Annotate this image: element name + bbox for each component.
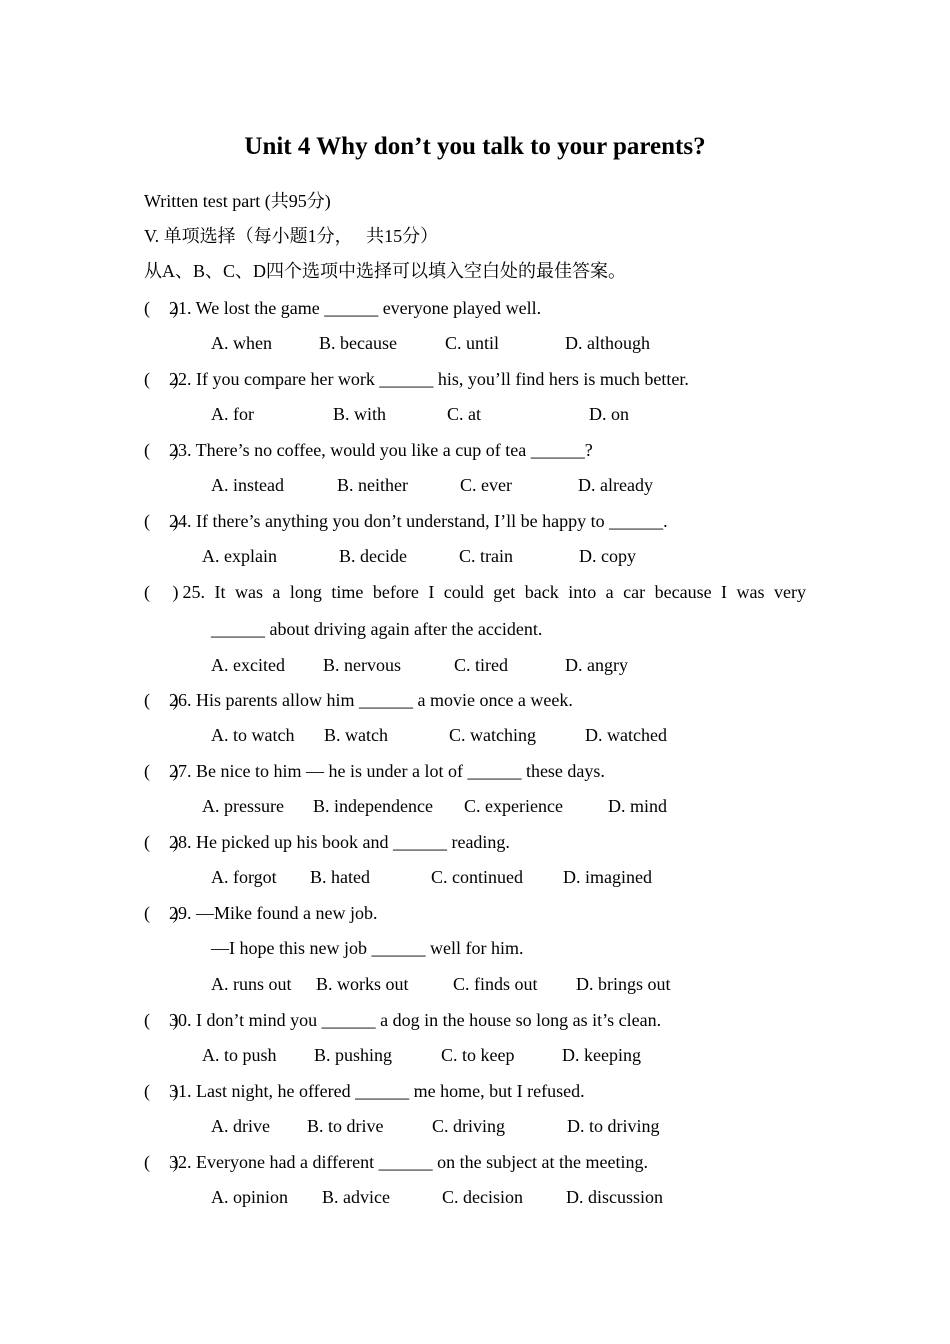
option-a: A. excited	[211, 655, 285, 675]
option-c: C. watching	[449, 725, 536, 745]
question-text-line-2: ______ about driving again after the accident.	[211, 619, 543, 639]
option-c: C. experience	[464, 796, 563, 816]
option-d: D. brings out	[576, 974, 671, 994]
option-d: D. mind	[608, 796, 668, 816]
option-b: B. pushing	[314, 1045, 393, 1065]
answer-blank[interactable]: ( )	[144, 1010, 179, 1030]
question-text: 21. We lost the game ______ everyone played well.	[169, 298, 542, 318]
option-c: C. decision	[442, 1187, 523, 1207]
option-a: A. to push	[202, 1045, 277, 1065]
option-c: C. finds out	[453, 974, 538, 994]
question-text: 32. Everyone had a different ______ on the subject at the meeting.	[169, 1152, 649, 1172]
option-b: B. hated	[310, 867, 370, 887]
answer-blank[interactable]: ( )	[144, 369, 179, 389]
option-d: D. to driving	[567, 1116, 660, 1136]
option-c: C. to keep	[441, 1045, 515, 1065]
option-c: C. at	[447, 404, 481, 424]
answer-blank[interactable]: ( )	[144, 511, 179, 531]
question-text: 23. There’s no coffee, would you like a cup of tea ______?	[169, 440, 593, 460]
option-b: B. because	[319, 333, 397, 353]
question-25	[144, 580, 806, 604]
question-text: 29. —Mike found a new job.	[169, 903, 378, 923]
option-a: A. when	[211, 333, 272, 353]
option-c: C. driving	[432, 1116, 506, 1136]
question-text-line-1: 25. It was a long time before I could get back into a car because I was very	[182, 582, 806, 602]
question-text: 27. Be nice to him — he is under a lot of ______ these days.	[169, 761, 605, 781]
answer-blank[interactable]: ( )	[144, 761, 179, 781]
option-c: C. tired	[454, 655, 508, 675]
option-b: B. advice	[322, 1187, 390, 1207]
question-text: 30. I don’t mind you ______ a dog in the house so long as it’s clean.	[169, 1010, 662, 1030]
question-text: 26. His parents allow him ______ a movie once a week.	[169, 690, 573, 710]
option-a: A. forgot	[211, 867, 277, 887]
question-text: 22. If you compare her work ______ his, you’ll find hers is much better.	[169, 369, 689, 389]
option-a: A. to watch	[211, 725, 295, 745]
option-a: A. opinion	[211, 1187, 289, 1207]
section-label: Written test part (共95分)	[144, 191, 331, 211]
option-b: B. to drive	[307, 1116, 384, 1136]
question-text: 24. If there’s anything you don’t understand, I’ll be happy to ______.	[169, 511, 668, 531]
option-d: D. copy	[579, 546, 636, 566]
question-text: 28. He picked up his book and ______ reading.	[169, 832, 510, 852]
page-title: Unit 4 Why don’t you talk to your parents?	[244, 133, 706, 160]
answer-blank[interactable]: ( )	[144, 298, 179, 318]
option-c: C. ever	[460, 475, 512, 495]
option-d: D. on	[589, 404, 629, 424]
instructions: 从A、B、C、D四个选项中选择可以填入空白处的最佳答案。	[144, 261, 627, 281]
option-b: B. works out	[316, 974, 409, 994]
option-b: B. decide	[339, 546, 407, 566]
option-c: C. until	[445, 333, 500, 353]
option-d: D. although	[565, 333, 650, 353]
answer-blank[interactable]: ( )	[144, 440, 179, 460]
option-b: B. neither	[337, 475, 408, 495]
option-b: B. nervous	[323, 655, 401, 675]
option-a: A. explain	[202, 546, 277, 566]
option-a: A. for	[211, 404, 254, 424]
answer-blank[interactable]: ( )	[144, 903, 179, 923]
option-d: D. discussion	[566, 1187, 664, 1207]
option-d: D. watched	[585, 725, 667, 745]
option-b: B. with	[333, 404, 387, 424]
option-d: D. angry	[565, 655, 628, 675]
option-a: A. runs out	[211, 974, 292, 994]
answer-blank[interactable]: ( )	[144, 1152, 179, 1172]
answer-blank[interactable]: ( )	[144, 582, 179, 602]
answer-blank[interactable]: ( )	[144, 832, 179, 852]
question-text: 31. Last night, he offered ______ me home, but I refused.	[169, 1081, 585, 1101]
option-d: D. keeping	[562, 1045, 641, 1065]
option-c: C. train	[459, 546, 513, 566]
option-d: D. already	[578, 475, 653, 495]
option-a: A. pressure	[202, 796, 284, 816]
option-c: C. continued	[431, 867, 523, 887]
option-b: B. independence	[313, 796, 433, 816]
option-a: A. instead	[211, 475, 284, 495]
answer-blank[interactable]: ( )	[144, 690, 179, 710]
option-d: D. imagined	[563, 867, 652, 887]
option-b: B. watch	[324, 725, 388, 745]
question-text-line-2: —I hope this new job ______ well for him.	[211, 938, 524, 958]
answer-blank[interactable]: ( )	[144, 1081, 179, 1101]
section-heading: V. 单项选择（每小题1分， 共15分）	[144, 226, 439, 246]
option-a: A. drive	[211, 1116, 270, 1136]
